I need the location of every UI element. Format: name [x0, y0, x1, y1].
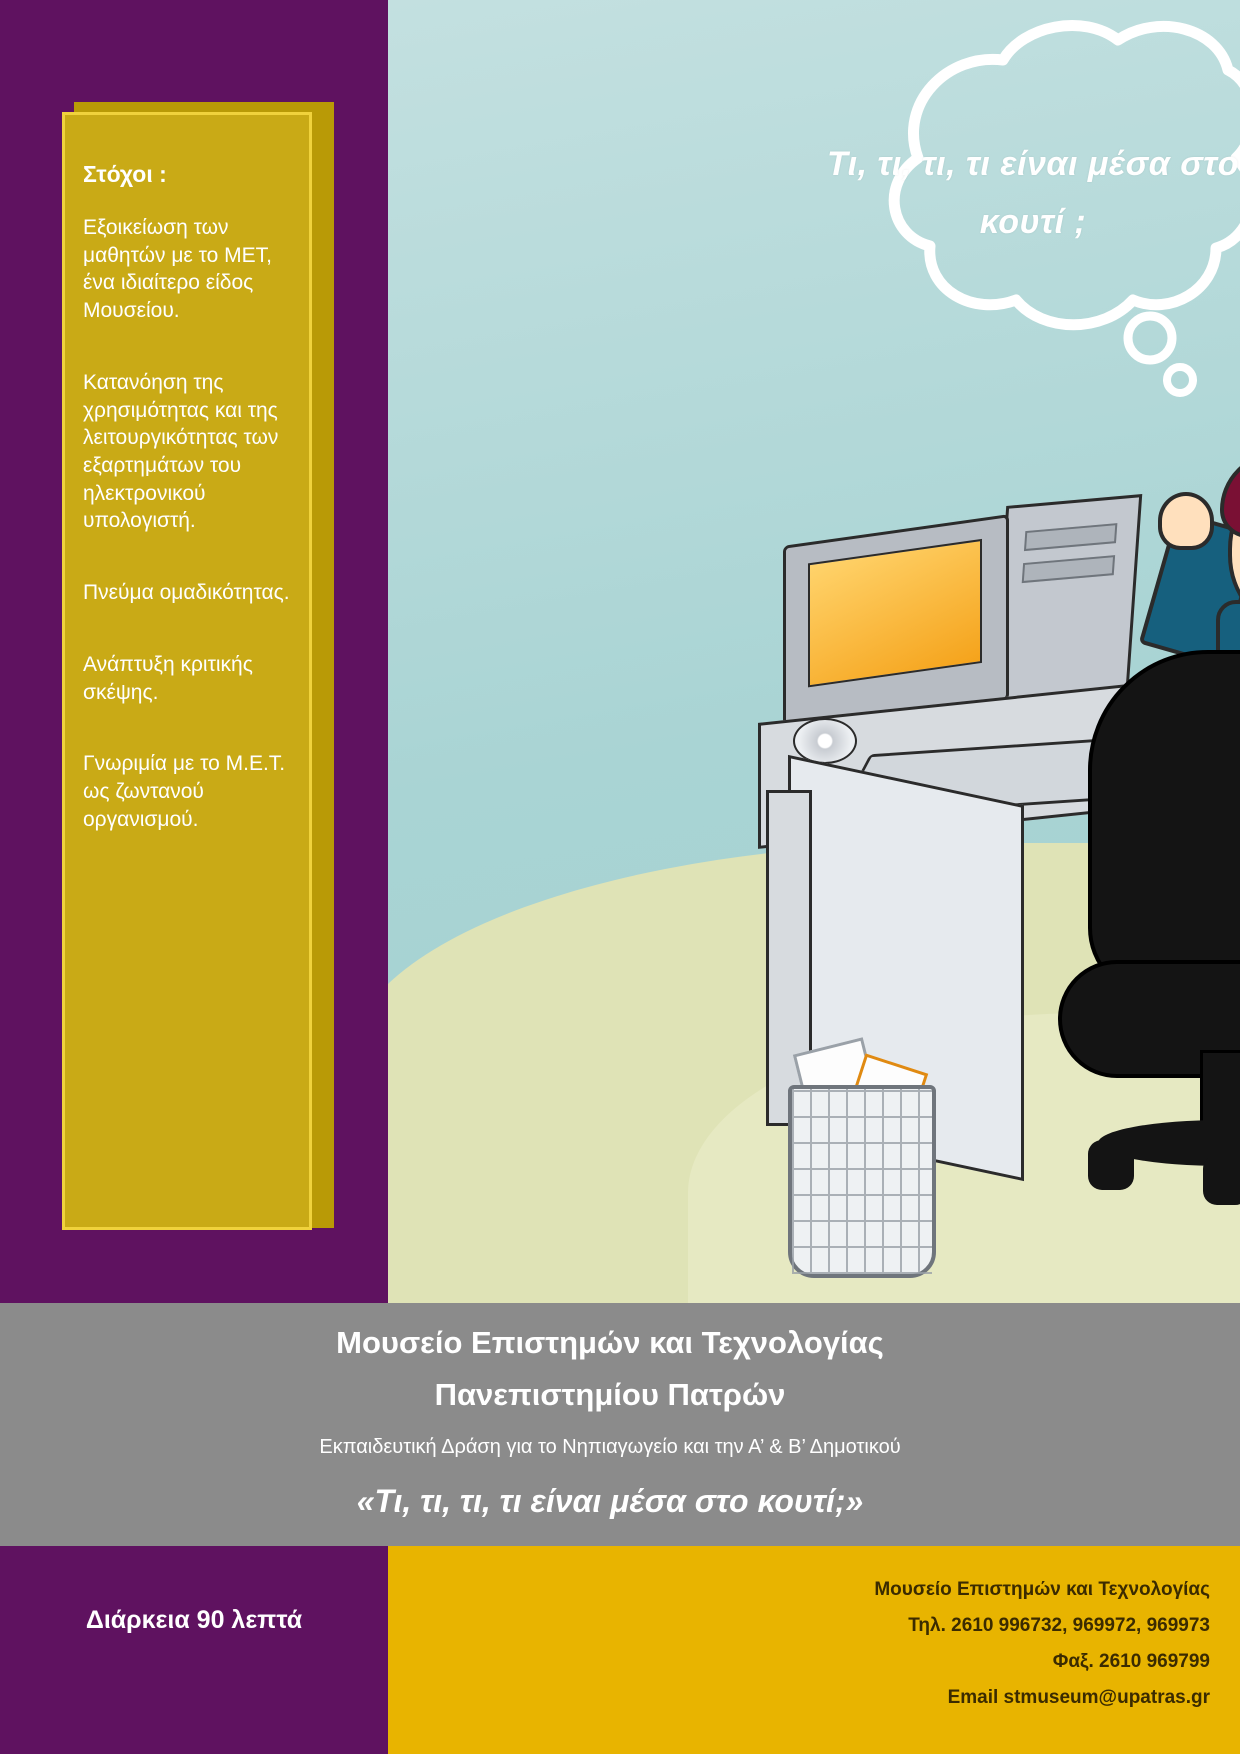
chair-back-icon	[1088, 650, 1240, 998]
objectives-item: Ανάπτυξη κριτικής σκέψης.	[83, 652, 253, 704]
objectives-item: Γνωριμία με το Μ.Ε.Τ. ως ζωντανού οργανισμού.	[83, 752, 286, 831]
duration-label: Διάρκεια 90 λεπτά	[85, 1606, 303, 1634]
wastebasket-icon	[788, 1085, 936, 1278]
illustration-scene	[388, 0, 1240, 1303]
contact-fax: Φαξ. 2610 969799	[1052, 1651, 1210, 1673]
footer-contact-panel	[388, 1546, 1240, 1754]
thought-bubble-icon	[798, 8, 1240, 408]
title-band-inner	[20, 1303, 1200, 1546]
contact-email: Email stmuseum@upatras.gr	[947, 1687, 1210, 1709]
activity-quote-title: «Τι, τι, τι, τι είναι μέσα στο κουτί;»	[356, 1483, 864, 1519]
title-band	[0, 1303, 1240, 1546]
contact-block	[570, 1572, 1210, 1716]
monitor-screen	[808, 539, 982, 687]
chair-caster-icon	[1203, 1155, 1240, 1205]
objectives-item: Εξοικείωση των μαθητών με το ΜΕΤ, ένα ιδιαίτερο είδος Μουσείου.	[83, 216, 272, 323]
boy-hand-icon	[1158, 492, 1214, 550]
objectives-item: Κατανόηση της χρησιμότητας και της λειτουργικότητας των εξαρτημάτων του ηλεκτρονικού υπολογιστή.	[83, 370, 279, 533]
museum-title-line1: Μουσείο Επιστημών και Τεχνολογίας	[336, 1325, 884, 1360]
contact-phone: Τηλ. 2610 996732, 969972, 969973	[908, 1615, 1210, 1637]
chair-caster-icon	[1088, 1140, 1134, 1190]
objectives-box	[62, 112, 312, 1230]
objectives-item: Πνεύμα ομαδικότητας.	[83, 581, 290, 605]
museum-title-line2: Πανεπιστημίου Πατρών	[434, 1377, 786, 1412]
wastebasket-mesh	[792, 1089, 932, 1274]
tower-drive-slot-icon	[1024, 523, 1117, 551]
activity-subtitle: Εκπαιδευτική Δράση για το Νηπιαγωγείο και την Α’ & Β’ Δημοτικού	[319, 1436, 901, 1458]
objectives-title: Στόχοι :	[83, 161, 167, 187]
tower-drive-slot-icon	[1022, 555, 1115, 583]
contact-museum-name: Μουσείο Επιστημών και Τεχνολογίας	[874, 1579, 1210, 1600]
thought-bubble-text: Τι, τι, τι, τι είναι μέσα στο κουτί ;	[827, 145, 1239, 241]
footer-duration-panel	[0, 1546, 388, 1754]
